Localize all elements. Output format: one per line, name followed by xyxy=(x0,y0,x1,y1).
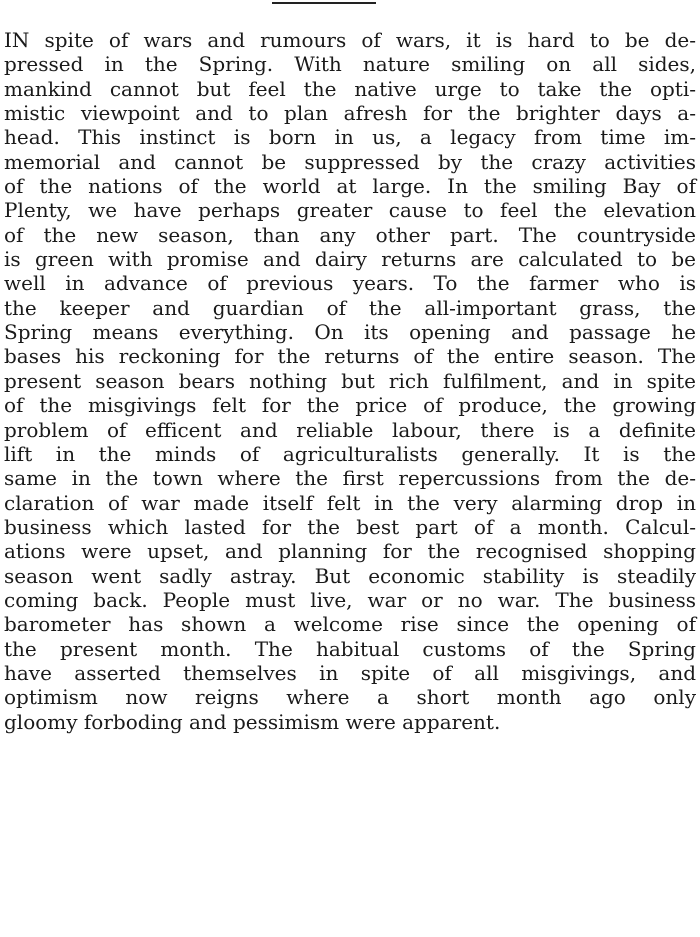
article-line-19: same in the town where the first repercussions from the de- xyxy=(4,466,696,491)
article-line-11: well in advance of previous years. To the farmer who is xyxy=(4,271,696,296)
article-line-9: of the new season, than any other part. The countryside xyxy=(4,222,696,247)
article-line-27: have asserted themselves in spite of all misgivings, and xyxy=(4,660,696,685)
top-rule-divider xyxy=(272,2,376,4)
article-line-4: mistic viewpoint and to plan afresh for the brighter days a- xyxy=(4,101,696,126)
article-line-2: pressed in the Spring. With nature smiling on all sides, xyxy=(4,52,696,77)
article-line-15: present season bears nothing but rich fulfilment, and in spite xyxy=(4,368,696,393)
article-line-28: optimism now reigns where a short month ago only xyxy=(4,685,696,710)
article-line-24: coming back. People must live, war or no war. The business xyxy=(4,587,696,612)
article-line-10: is green with promise and dairy returns are calculated to be xyxy=(4,247,696,272)
article-line-13: Spring means everything. On its opening and passage he xyxy=(4,320,696,345)
article-line-16: of the misgivings felt for the price of produce, the growing xyxy=(4,393,696,418)
article-line-8: Plenty, we have perhaps greater cause to feel the elevation xyxy=(4,198,696,223)
article-line-6: memorial and cannot be suppressed by the crazy activities xyxy=(4,149,696,174)
article-line-5: head. This instinct is born in us, a legacy from time im- xyxy=(4,125,696,150)
article-line-29: gloomy forboding and pessimism were apparent. xyxy=(4,709,501,734)
article-line-12: the keeper and guardian of the all-important grass, the xyxy=(4,295,696,320)
article-text-block xyxy=(4,28,696,734)
article-line-3: mankind cannot but feel the native urge to take the opti- xyxy=(4,76,696,101)
article-line-14: bases his reckoning for the returns of the entire season. The xyxy=(4,344,696,369)
article-line-7: of the nations of the world at large. In the smiling Bay of xyxy=(4,174,696,199)
article-line-1: IN spite of wars and rumours of wars, it is hard to be de- xyxy=(4,28,696,52)
article-line-18: lift in the minds of agriculturalists generally. It is the xyxy=(4,441,696,466)
article-line-21: business which lasted for the best part of a month. Calcul- xyxy=(4,514,696,539)
article-line-23: season went sadly astray. But economic stability is steadily xyxy=(4,563,696,588)
article-line-26: the present month. The habitual customs of the Spring xyxy=(4,636,696,661)
article-line-20: claration of war made itself felt in the very alarming drop in xyxy=(4,490,696,515)
article-line-17: problem of efficent and reliable labour, there is a definite xyxy=(4,417,696,442)
article-line-22: ations were upset, and planning for the recognised shopping xyxy=(4,539,696,564)
article-line-25: barometer has shown a welcome rise since the opening of xyxy=(4,612,696,637)
